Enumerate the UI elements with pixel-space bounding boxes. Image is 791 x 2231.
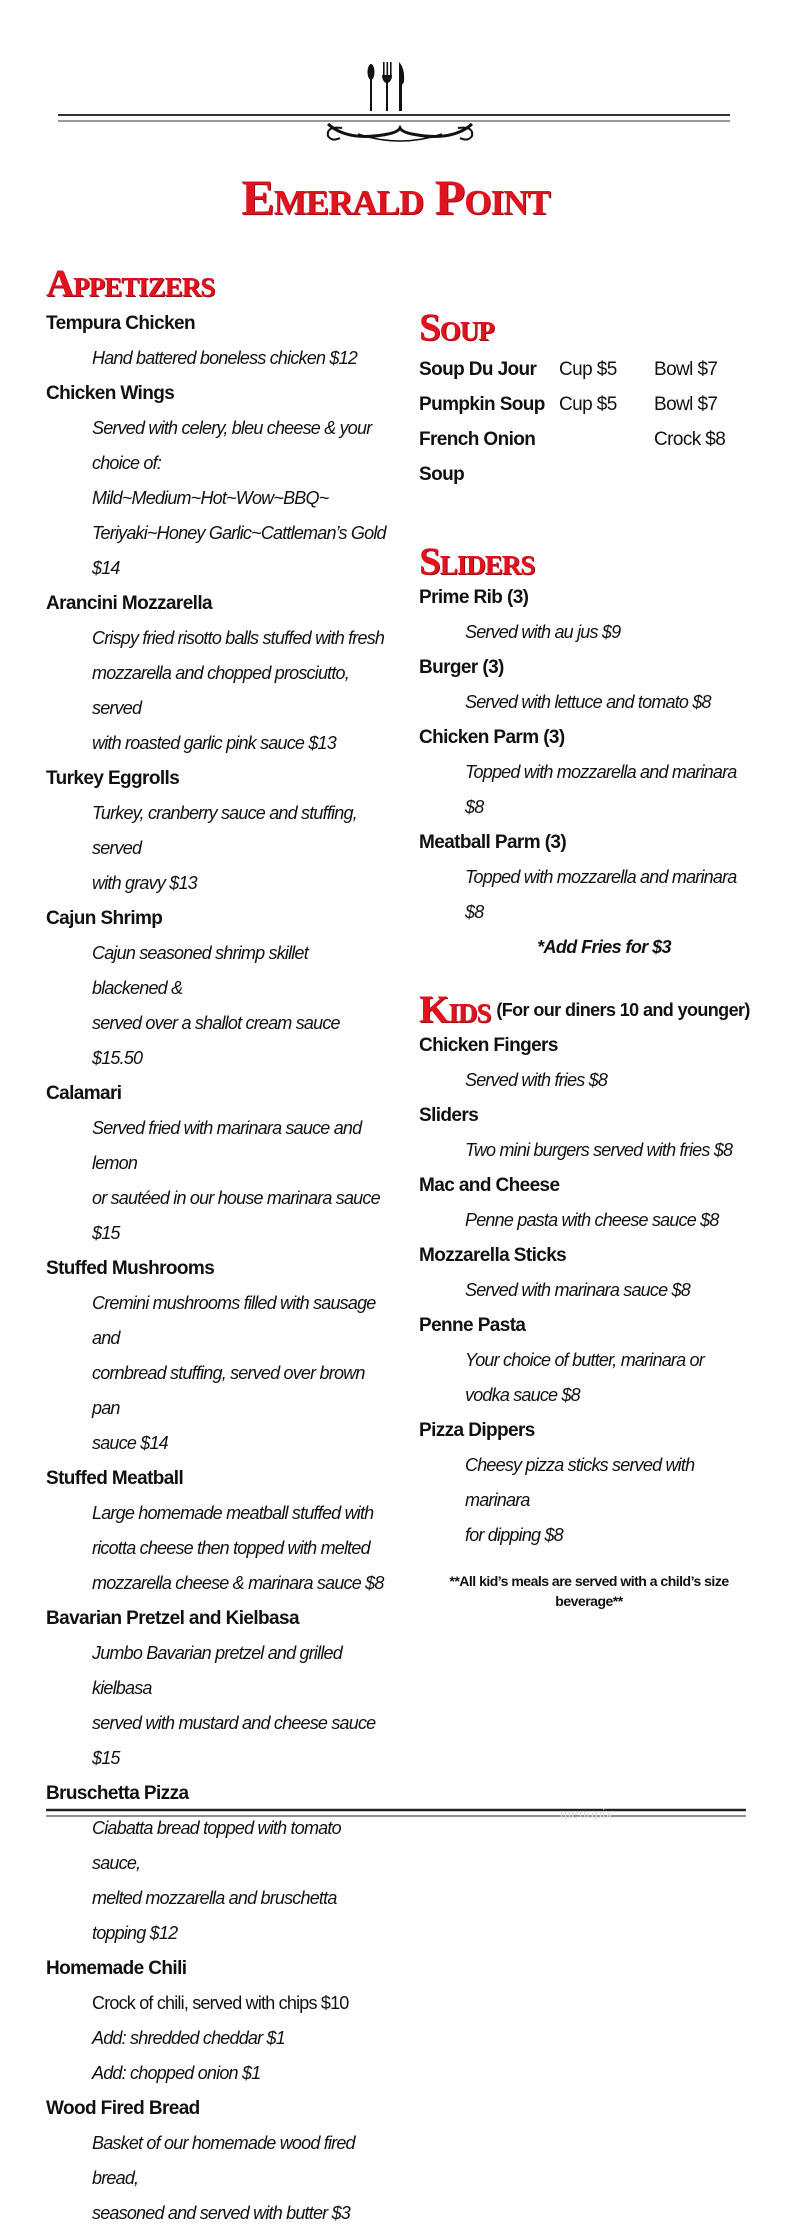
soup-name: Soup Du Jour — [419, 359, 537, 380]
appetizers-section — [46, 262, 386, 2231]
item-description: Served fried with marinara sauce and lemon — [92, 1118, 362, 1173]
item-description: sauce $14 — [92, 1433, 168, 1453]
kids-item — [419, 1028, 759, 1098]
kids-beverage-note: **All kid’s meals are served with a child’s size beverage** — [449, 1573, 729, 1609]
item-description: Ciabatta bread topped with tomato sauce, — [92, 1818, 341, 1873]
item-name: Bavarian Pretzel and Kielbasa — [46, 1608, 299, 1629]
soup-row — [419, 387, 759, 422]
appetizer-item — [46, 1776, 386, 1951]
item-name: Chicken Fingers — [419, 1035, 558, 1056]
soup-bowl-price: Bowl $7 — [654, 359, 718, 380]
item-description: Teriyaki~Honey Garlic~Cattleman’s Gold — [92, 523, 386, 543]
slider-item — [419, 650, 759, 720]
sliders-section — [419, 540, 759, 965]
item-name: Turkey Eggrolls — [46, 768, 180, 789]
soup-table — [419, 352, 759, 492]
appetizer-item — [46, 586, 386, 761]
watermark: menupix — [560, 1806, 613, 1821]
item-name: Burger (3) — [419, 657, 504, 678]
item-description: Crispy fried risotto balls stuffed with fresh — [92, 628, 385, 648]
footer-divider — [46, 1808, 746, 1818]
soup-name: French Onion Soup — [419, 429, 536, 485]
appetizer-item — [46, 306, 386, 376]
item-description: with roasted garlic pink sauce $13 — [92, 733, 336, 753]
item-name: Tempura Chicken — [46, 313, 196, 334]
fork-icon — [382, 62, 392, 111]
sliders-heading: Sliders — [419, 540, 535, 583]
kids-item — [419, 1413, 759, 1553]
item-description: cornbread stuffing, served over brown pan — [92, 1363, 365, 1418]
kids-subheading: (For our diners 10 and younger) — [496, 1000, 750, 1020]
restaurant-title: Emerald Point — [241, 169, 550, 225]
item-description: Crock of chili, served with chips $10 — [92, 1993, 349, 2013]
item-description: Topped with mozzarella and marinara $8 — [465, 867, 737, 922]
soup-name: Pumpkin Soup — [419, 394, 545, 415]
item-description: melted mozzarella and bruschetta — [92, 1888, 337, 1908]
appetizer-item — [46, 1076, 386, 1251]
appetizer-item — [46, 376, 386, 586]
soup-cup-price — [559, 422, 654, 492]
item-description: served with mustard and cheese sauce $15 — [92, 1713, 376, 1768]
item-description: served over a shallot cream sauce $15.50 — [92, 1013, 340, 1068]
item-description: choice of: Mild~Medium~Hot~Wow~BBQ~ — [92, 453, 329, 508]
item-name: Stuffed Mushrooms — [46, 1258, 215, 1279]
item-description: Add: shredded cheddar $1 — [92, 2028, 285, 2048]
item-description: for dipping $8 — [465, 1525, 563, 1545]
item-description: $14 — [92, 558, 120, 578]
item-name: Bruschetta Pizza — [46, 1783, 189, 1804]
item-description: Served with celery, bleu cheese & your — [92, 418, 372, 438]
utensils-flourish-icon — [58, 58, 730, 144]
item-description: Add: chopped onion $1 — [92, 2063, 261, 2083]
item-description: Two mini burgers served with fries $8 — [465, 1140, 733, 1160]
item-name: Wood Fired Bread — [46, 2098, 200, 2119]
item-description: Your choice of butter, marinara or — [465, 1350, 704, 1370]
item-name: Meatball Parm (3) — [419, 832, 567, 853]
kids-section — [419, 988, 759, 1611]
item-name: Prime Rib (3) — [419, 587, 529, 608]
item-description: mozzarella and chopped prosciutto, served — [92, 663, 349, 718]
item-name: Mozzarella Sticks — [419, 1245, 567, 1266]
item-description: Served with lettuce and tomato $8 — [465, 692, 711, 712]
appetizer-item — [46, 1461, 386, 1601]
item-description: or sautéed in our house marinara sauce $15 — [92, 1188, 380, 1243]
soup-row — [419, 422, 759, 492]
item-name: Stuffed Meatball — [46, 1468, 184, 1489]
kids-heading — [419, 988, 759, 1032]
item-description: Cremini mushrooms filled with sausage and — [92, 1293, 376, 1348]
item-description: Served with fries $8 — [465, 1070, 608, 1090]
item-name: Chicken Wings — [46, 383, 175, 404]
item-description: Cajun seasoned shrimp skillet blackened & — [92, 943, 308, 998]
item-description: Served with marinara sauce $8 — [465, 1280, 690, 1300]
item-description: Served with au jus $9 — [465, 622, 621, 642]
item-description: mozzarella cheese & marinara sauce $8 — [92, 1573, 384, 1593]
item-description: vodka sauce $8 — [465, 1385, 580, 1405]
item-name: Homemade Chili — [46, 1958, 187, 1979]
appetizer-item — [46, 2091, 386, 2231]
add-fries-note: *Add Fries for $3 — [537, 937, 671, 957]
slider-item — [419, 825, 759, 930]
appetizer-item — [46, 1601, 386, 1776]
kids-item — [419, 1168, 759, 1238]
item-description: Topped with mozzarella and marinara $8 — [465, 762, 737, 817]
appetizer-item — [46, 761, 386, 901]
kids-heading-text: Kids — [419, 988, 491, 1031]
appetizer-list — [46, 306, 386, 2231]
appetizer-item — [46, 1951, 386, 2091]
item-description: Hand battered boneless chicken $12 — [92, 348, 358, 368]
appetizer-item — [46, 901, 386, 1076]
item-name: Arancini Mozzarella — [46, 593, 212, 614]
item-name: Penne Pasta — [419, 1315, 526, 1336]
item-description: Cheesy pizza sticks served with marinara — [465, 1455, 695, 1510]
item-description: ricotta cheese then topped with melted — [92, 1538, 370, 1558]
appetizers-heading: Appetizers — [46, 262, 215, 305]
item-description: Basket of our homemade wood fired bread, — [92, 2133, 355, 2188]
item-description: seasoned and served with butter $3 — [92, 2203, 350, 2223]
kids-item — [419, 1238, 759, 1308]
appetizer-item — [46, 1251, 386, 1461]
spoon-icon — [368, 64, 375, 111]
kids-list — [419, 1028, 759, 1553]
item-name: Calamari — [46, 1083, 122, 1104]
soup-heading: Soup — [419, 306, 494, 349]
slider-list — [419, 580, 759, 930]
item-description: with gravy $13 — [92, 873, 197, 893]
soup-cup-price: Cup $5 — [559, 394, 617, 415]
soup-bowl-price: Crock $8 — [654, 429, 726, 450]
slider-item — [419, 720, 759, 825]
knife-icon — [399, 62, 404, 111]
item-description: topping $12 — [92, 1923, 178, 1943]
item-description: Penne pasta with cheese sauce $8 — [465, 1210, 719, 1230]
item-name: Pizza Dippers — [419, 1420, 535, 1441]
soup-cup-price: Cup $5 — [559, 359, 617, 380]
item-description: Jumbo Bavarian pretzel and grilled kielbasa — [92, 1643, 342, 1698]
slider-item — [419, 580, 759, 650]
item-name: Cajun Shrimp — [46, 908, 163, 929]
item-description: Large homemade meatball stuffed with — [92, 1503, 374, 1523]
kids-item — [419, 1308, 759, 1413]
item-name: Chicken Parm (3) — [419, 727, 565, 748]
item-description: Turkey, cranberry sauce and stuffing, served — [92, 803, 357, 858]
soup-bowl-price: Bowl $7 — [654, 394, 718, 415]
soup-row — [419, 352, 759, 387]
kids-item — [419, 1098, 759, 1168]
item-name: Mac and Cheese — [419, 1175, 560, 1196]
item-name: Sliders — [419, 1105, 479, 1126]
soup-section — [419, 306, 759, 492]
